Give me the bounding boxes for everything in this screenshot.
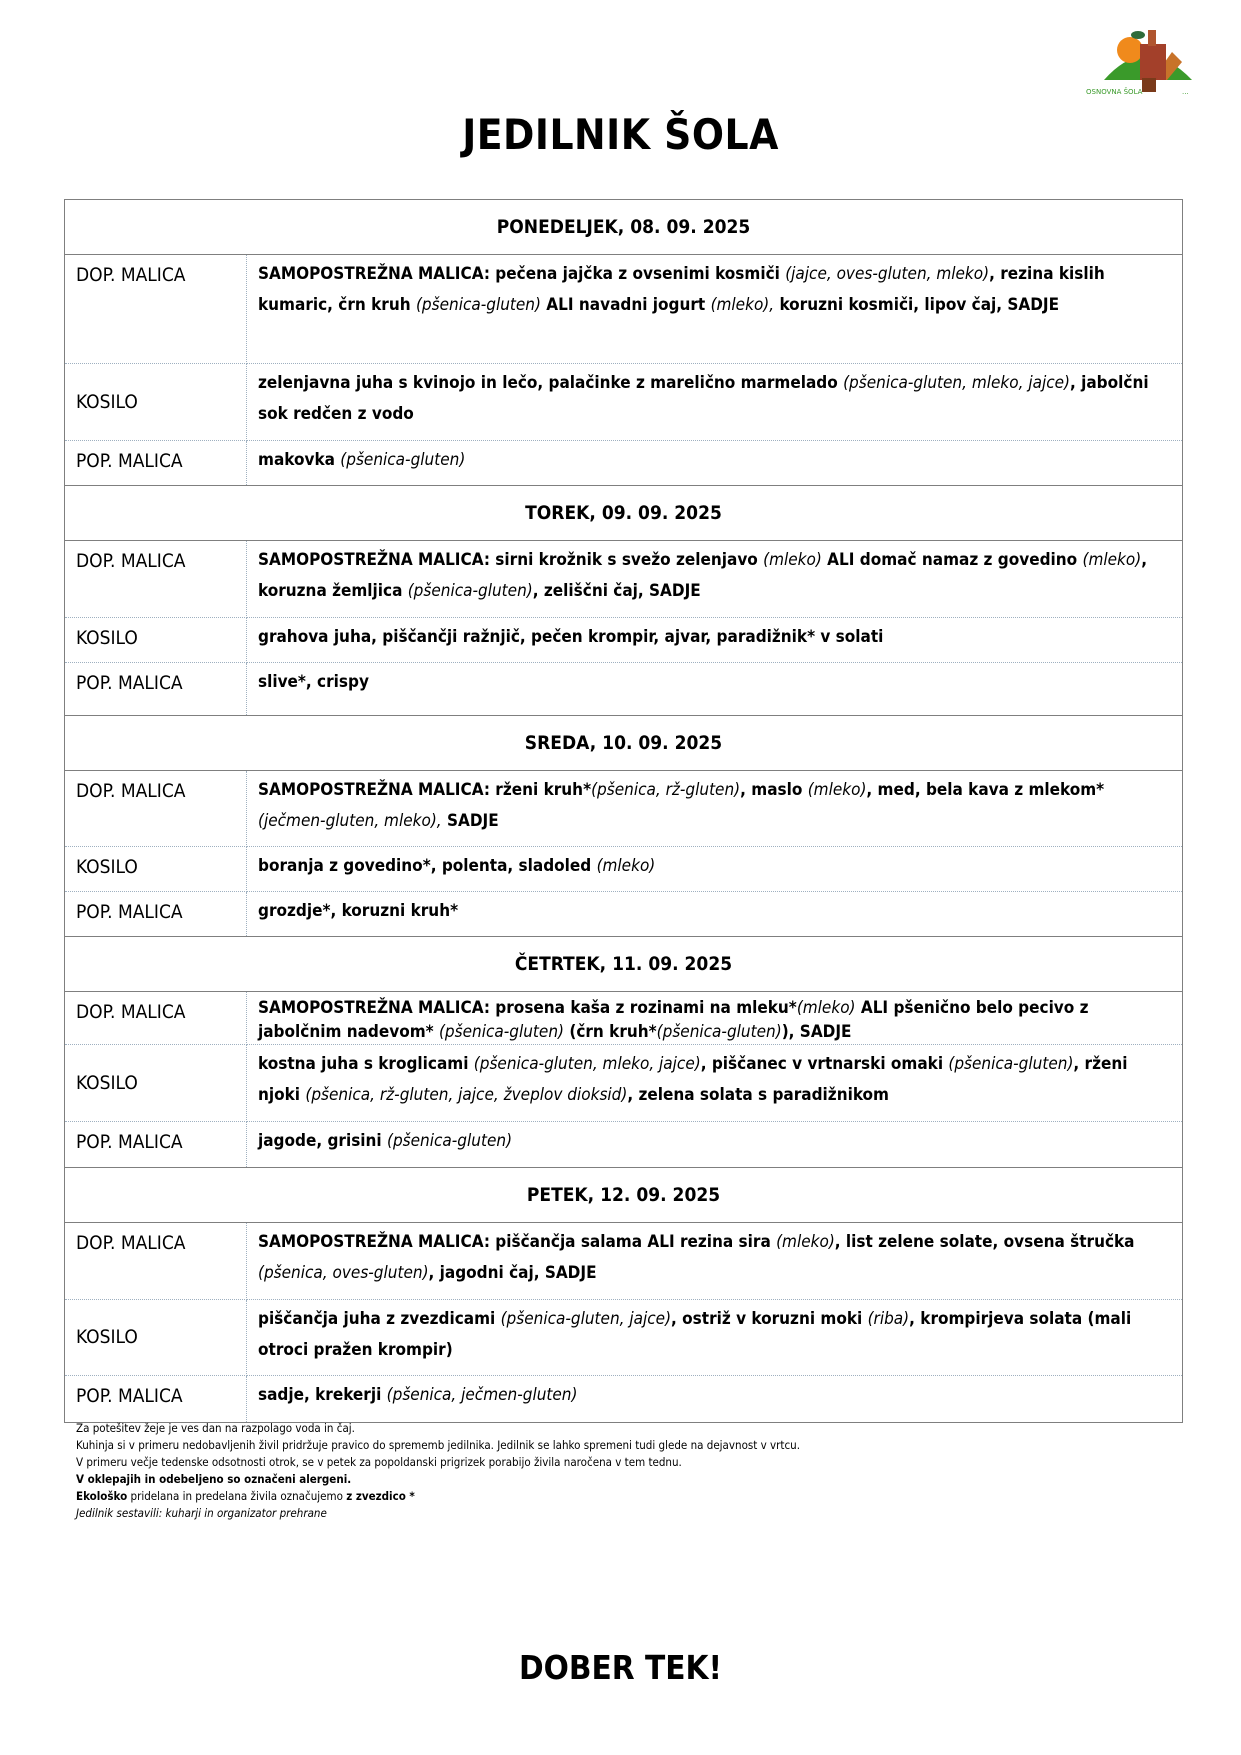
meal-content bbox=[247, 992, 1183, 1045]
meal-content bbox=[247, 255, 1183, 364]
dish-text: , zeliščni čaj, SADJE bbox=[532, 581, 701, 601]
dish-text: grozdje*, koruzni kruh* bbox=[258, 901, 459, 921]
meal-label-cell bbox=[65, 441, 247, 486]
allergen-text: (ječmen-gluten, mleko), bbox=[258, 811, 442, 831]
dish-text: , ostriž v koruzni moki bbox=[671, 1309, 868, 1329]
note-allergens bbox=[76, 1471, 800, 1488]
dish-text: grahova juha, piščančji ražnjič, pečen krompir, ajvar, paradižnik* v solati bbox=[258, 627, 884, 647]
day-header: SREDA, 10. 09. 2025 bbox=[65, 716, 1183, 771]
meal-label-cell bbox=[65, 618, 247, 663]
day-header-row bbox=[65, 716, 1183, 771]
meal-row bbox=[65, 1300, 1183, 1376]
allergen-text: (pšenica, ječmen-gluten) bbox=[386, 1385, 578, 1405]
meal-label: KOSILO bbox=[76, 1326, 138, 1348]
meal-label-cell bbox=[65, 771, 247, 847]
dish-text: ), SADJE bbox=[781, 1022, 852, 1042]
dish-text: SADJE bbox=[441, 811, 499, 831]
note-water: Za potešitev žeje je ves dan na razpolago voda in čaj. bbox=[76, 1421, 355, 1435]
dish-text: boranja z govedino*, polenta, sladoled bbox=[258, 856, 597, 876]
meal-content bbox=[247, 892, 1183, 937]
note-organic-text: pridelana in predelana živila označujemo bbox=[127, 1489, 347, 1503]
meal-row bbox=[65, 441, 1183, 486]
allergen-text: (pšenica-gluten, jajce) bbox=[500, 1309, 672, 1329]
dish-text: , krompirjeva solata (mali otroci pražen krompir) bbox=[258, 1309, 1132, 1360]
dish-text: piščančja juha z zvezdicami bbox=[258, 1309, 501, 1329]
note-absence: V primeru večje tedenske odsotnosti otrok, se v petek za popoldanski prigrizek porabijo živila naročena v tem tednu. bbox=[76, 1455, 682, 1469]
dish-text: SAMOPOSTREŽNA MALICA: pečena jajčka z ovsenimi kosmiči bbox=[258, 264, 786, 284]
allergen-text: (mleko) bbox=[807, 780, 867, 800]
meal-label: KOSILO bbox=[76, 1071, 138, 1094]
dish-text: , maslo bbox=[740, 780, 808, 800]
dish-text: , jagodni čaj, SADJE bbox=[428, 1263, 597, 1283]
meal-row bbox=[65, 771, 1183, 847]
meal-content bbox=[247, 1122, 1183, 1168]
meal-row bbox=[65, 541, 1183, 618]
meal-label-cell bbox=[65, 364, 247, 441]
dish-text: , rezina kislih kumaric, črn kruh bbox=[258, 264, 1105, 315]
meal-content bbox=[247, 771, 1183, 847]
dish-text: , rženi njoki bbox=[258, 1054, 1128, 1105]
meal-label: POP. MALICA bbox=[76, 1131, 183, 1153]
dish-text: ALI pšenično belo pecivo z jabolčnim nadevom* bbox=[258, 998, 1089, 1042]
allergen-text: (pšenica-gluten) bbox=[438, 1022, 565, 1042]
note-organic-bold: Ekološko bbox=[76, 1489, 128, 1503]
day-header-row bbox=[65, 486, 1183, 541]
meal-label: POP. MALICA bbox=[76, 672, 183, 694]
note-authors: Jedilnik sestavili: kuharji in organizator prehrane bbox=[76, 1506, 327, 1520]
day-header-row bbox=[65, 937, 1183, 992]
meal-label-cell bbox=[65, 1223, 247, 1300]
meal-row bbox=[65, 1045, 1183, 1122]
meal-row bbox=[65, 663, 1183, 716]
meal-content bbox=[247, 1045, 1183, 1122]
meal-label-cell bbox=[65, 892, 247, 937]
meal-content bbox=[247, 618, 1183, 663]
allergen-text: (pšenica-gluten) bbox=[407, 581, 533, 601]
meal-label-cell bbox=[65, 541, 247, 618]
page-title: JEDILNIK ŠOLA bbox=[462, 110, 779, 159]
dish-text: kostna juha s kroglicami bbox=[258, 1054, 474, 1074]
meal-label: POP. MALICA bbox=[76, 450, 183, 472]
day-header: ČETRTEK, 11. 09. 2025 bbox=[65, 937, 1183, 992]
meal-label-cell bbox=[65, 847, 247, 892]
note-organic-star: z zvezdico * bbox=[346, 1489, 415, 1503]
meal-row bbox=[65, 364, 1183, 441]
dish-text: koruzni kosmiči, lipov čaj, SADJE bbox=[774, 295, 1060, 315]
dish-text: SAMOPOSTREŽNA MALICA: rženi kruh* bbox=[258, 780, 592, 800]
meal-content bbox=[247, 847, 1183, 892]
dish-text: , jabolčni sok redčen z vodo bbox=[258, 373, 1149, 424]
meal-label: DOP. MALICA bbox=[76, 1001, 186, 1023]
meal-content bbox=[247, 541, 1183, 618]
dish-text: SAMOPOSTREŽNA MALICA: sirni krožnik s svežo zelenjavo bbox=[258, 550, 764, 570]
meal-row bbox=[65, 1376, 1183, 1423]
dish-text: , piščanec v vrtnarski omaki bbox=[700, 1054, 949, 1074]
allergen-text: (mleko) bbox=[596, 856, 656, 876]
allergen-text: (pšenica, oves-gluten) bbox=[258, 1263, 429, 1283]
meal-content bbox=[247, 364, 1183, 441]
dish-text: zelenjavna juha s kvinojo in lečo, palačinke z marelično marmelado bbox=[258, 373, 844, 393]
allergen-text: (pšenica-gluten, mleko, jajce) bbox=[473, 1054, 701, 1074]
svg-text:OSNOVNA ŠOLA: OSNOVNA ŠOLA bbox=[1086, 88, 1143, 96]
day-header: TOREK, 09. 09. 2025 bbox=[65, 486, 1183, 541]
notes bbox=[76, 1420, 800, 1522]
dish-text: sadje, krekerji bbox=[258, 1385, 387, 1405]
allergen-text: (pšenica-gluten) bbox=[656, 1022, 782, 1042]
meal-label: KOSILO bbox=[76, 390, 138, 413]
meal-content bbox=[247, 1300, 1183, 1376]
meal-label-cell bbox=[65, 992, 247, 1045]
meal-content bbox=[247, 441, 1183, 486]
dish-text: SAMOPOSTREŽNA MALICA: prosena kaša z rozinami na mleku* bbox=[258, 998, 797, 1018]
allergen-text: (pšenica-gluten) bbox=[948, 1054, 1074, 1074]
allergen-text: (mleko), bbox=[710, 295, 775, 315]
dish-text: , med, bela kava z mlekom* bbox=[866, 780, 1105, 800]
allergen-text: (mleko) bbox=[1082, 550, 1142, 570]
meal-content bbox=[247, 663, 1183, 716]
meal-row bbox=[65, 1122, 1183, 1168]
meal-label: KOSILO bbox=[76, 856, 138, 878]
menu-table bbox=[64, 199, 1183, 1423]
note-organic bbox=[76, 1488, 800, 1505]
dish-text: , zelena solata s paradižnikom bbox=[627, 1085, 889, 1105]
dish-text: , list zelene solate, ovsena štručka bbox=[834, 1232, 1135, 1252]
dish-text: ALI domač namaz z govedino bbox=[821, 550, 1083, 570]
note-changes: Kuhinja si v primeru nedobavljenih živil pridržuje pravico do sprememb jedilnika. Jedilnik se lahko spremeni tudi glede na dejavnost v vrtcu. bbox=[76, 1438, 801, 1452]
meal-label-cell bbox=[65, 1122, 247, 1168]
allergen-text: (pšenica-gluten) bbox=[387, 1131, 513, 1151]
meal-label: DOP. MALICA bbox=[76, 1232, 186, 1254]
meal-label: POP. MALICA bbox=[76, 1385, 183, 1407]
meal-label: POP. MALICA bbox=[76, 901, 183, 923]
dish-text: , koruzna žemljica bbox=[258, 550, 1148, 601]
allergen-text: (pšenica-gluten, mleko, jajce) bbox=[843, 373, 1070, 393]
allergen-text: (pšenica, rž-gluten, jajce, žveplov dioksid) bbox=[305, 1085, 628, 1105]
meal-row bbox=[65, 847, 1183, 892]
dish-text: slive*, crispy bbox=[258, 672, 369, 692]
meal-label: DOP. MALICA bbox=[76, 550, 186, 572]
meal-content bbox=[247, 1376, 1183, 1423]
dish-text: jagode, grisini bbox=[258, 1131, 387, 1151]
day-header: PETEK, 12. 09. 2025 bbox=[65, 1168, 1183, 1223]
closing-text: DOBER TEK! bbox=[518, 1648, 723, 1687]
day-header-row bbox=[65, 200, 1183, 255]
meal-label-cell bbox=[65, 1376, 247, 1423]
meal-row bbox=[65, 1223, 1183, 1300]
allergen-text: (riba) bbox=[867, 1309, 910, 1329]
meal-label: KOSILO bbox=[76, 627, 138, 649]
meal-row bbox=[65, 992, 1183, 1045]
allergen-text: (pšenica-gluten) bbox=[340, 450, 466, 470]
meal-label-cell bbox=[65, 1300, 247, 1376]
meal-label-cell bbox=[65, 663, 247, 716]
allergen-text: (mleko) bbox=[776, 1232, 835, 1252]
day-header: PONEDELJEK, 08. 09. 2025 bbox=[65, 200, 1183, 255]
svg-text:...: ... bbox=[1182, 88, 1189, 96]
allergen-text: (mleko) bbox=[763, 550, 822, 570]
meal-label: DOP. MALICA bbox=[76, 780, 186, 802]
day-header-row bbox=[65, 1168, 1183, 1223]
allergen-text: (pšenica-gluten) bbox=[415, 295, 541, 315]
school-logo bbox=[1082, 22, 1210, 104]
dish-text: (črn kruh* bbox=[564, 1022, 657, 1042]
dish-text: SAMOPOSTREŽNA MALICA: piščančja salama ALI rezina sira bbox=[258, 1232, 777, 1252]
meal-row bbox=[65, 255, 1183, 364]
allergen-text: (mleko) bbox=[796, 998, 856, 1018]
note-allergens-text: V oklepajih in odebeljeno so označeni alergeni. bbox=[76, 1472, 352, 1486]
meal-label: DOP. MALICA bbox=[76, 264, 186, 286]
meal-row bbox=[65, 892, 1183, 937]
dish-text: makovka bbox=[258, 450, 341, 470]
meal-label-cell bbox=[65, 255, 247, 364]
meal-row bbox=[65, 618, 1183, 663]
allergen-text: (jajce, oves-gluten, mleko) bbox=[785, 264, 990, 284]
dish-text: ALI navadni jogurt bbox=[540, 295, 711, 315]
meal-label-cell bbox=[65, 1045, 247, 1122]
meal-content bbox=[247, 1223, 1183, 1300]
allergen-text: (pšenica, rž-gluten) bbox=[591, 780, 741, 800]
